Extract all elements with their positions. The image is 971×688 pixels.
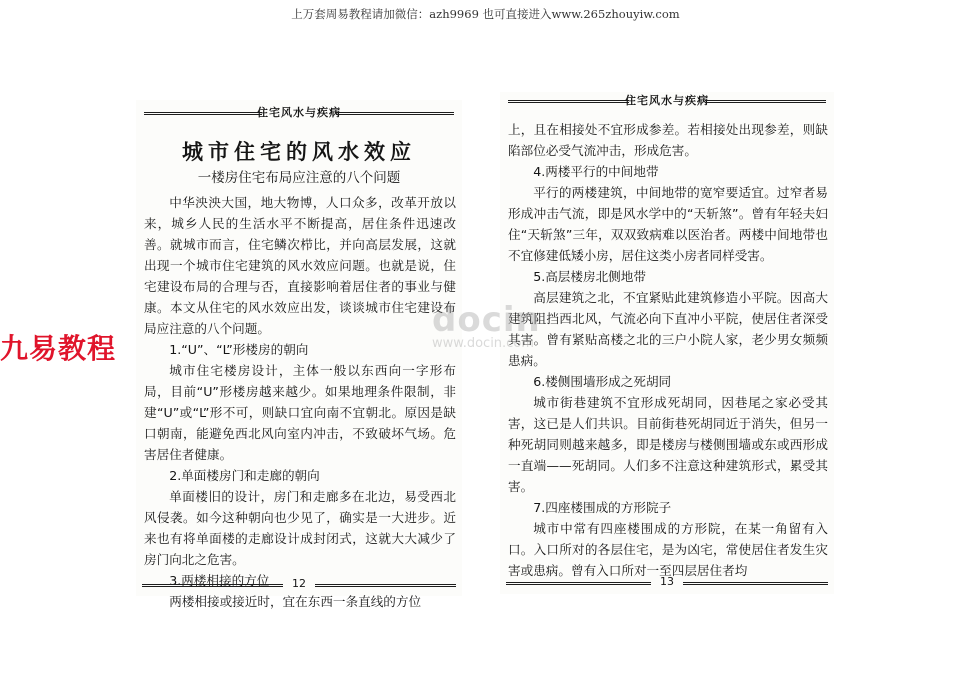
- body-paragraph: 单面楼旧的设计，房门和走廊多在北边，易受西北风侵袭。如今这种朝向也少见了，确实是一大进步。近来也有将单面楼的走廊设计成封闭式，这就大大减少了房门向北之危害。: [144, 489, 456, 567]
- article-subtitle: 一楼房住宅布局应注意的八个问题: [197, 170, 401, 186]
- body-paragraph: 中华泱泱大国，地大物博，人口众多，改革开放以来，城乡人民的生活水平不断提高，居住条件迅速改善。就城市而言，住宅鳞次栉比，并向高层发展，这就出现一个城市住宅建筑的风水效应问题。也就是说，住宅建设布局的合理与否，直接影响着居住者的事业与健康。本文从住宅的风水效应出发，谈谈城市住宅建设布局应注意的八个问题。: [144, 195, 456, 336]
- docin-watermark-domain: www.docin.com: [432, 336, 534, 351]
- right-running-header: [508, 94, 826, 108]
- section-heading: 5.高层楼房北侧地带: [533, 269, 646, 284]
- article-title: 城市住宅的风水效应: [182, 140, 416, 164]
- left-running-header: [144, 106, 454, 120]
- body-paragraph: 两楼相接或接近时，宜在东西一条直线的方位: [169, 594, 422, 609]
- right-page-footer: [506, 575, 828, 590]
- section-heading: 6.楼侧围墙形成之死胡同: [533, 374, 672, 389]
- footer-rule-right: [315, 584, 456, 587]
- docin-watermark: [432, 300, 541, 351]
- header-rule-right: [705, 100, 826, 103]
- right-page-body: [508, 119, 828, 581]
- body-paragraph: 高层建筑之北，不宜紧贴此建筑修造小平院。因高大建筑阻挡西北风，气流必向下直冲小平院，使居住者深受其害。曾有紧贴高楼之北的三户小院人家，老少男女频频患病。: [508, 290, 828, 368]
- left-header-label: 住宅风水与疾病: [257, 106, 341, 119]
- body-paragraph: 平行的两楼建筑，中间地带的宽窄要适宜。过窄者易形成冲击气流，即是风水学中的“天斩煞”。曾有年轻夫妇住“天斩煞”三年，双双致病难以医治者。两楼中间地带也不宜修建低矮小房，居住这类小房者同样受害。: [508, 185, 828, 263]
- right-page-number: 13: [660, 575, 674, 588]
- left-page: [136, 100, 462, 609]
- body-paragraph: 城市街巷建筑不宜形成死胡同，因巷尾之家必受其害，这已是人们共识。目前街巷死胡同近于消失，但另一种死胡同则越来越多，即是楼房与楼侧围墙或东或西形成一直端——死胡同。人们多不注意这种建筑形式，累受其害。: [508, 395, 828, 494]
- body-paragraph: 城市中常有四座楼围成的方形院，在某一角留有入口。入口所对的各层住宅，是为凶宅，常使居住者发生灾害或患病。曾有入口所对一至四层居住者均: [508, 521, 828, 578]
- section-heading: 2.单面楼房门和走廊的朝向: [169, 468, 320, 483]
- top-banner-text: 上万套周易教程请加微信：azh9969 也可直接进入www.265zhouyiw.com: [291, 7, 680, 21]
- body-paragraph: 上，且在相接处不宜形成参差。若相接处出现参差，则缺陷部位必受气流冲击，形成危害。: [508, 122, 828, 158]
- docin-watermark-brand: docin: [432, 300, 541, 340]
- section-heading: 3.两楼相接的方位: [169, 573, 270, 588]
- right-page: [500, 92, 834, 594]
- logo-text: 九易教程: [0, 332, 117, 365]
- right-header-label: 住宅风水与疾病: [625, 94, 709, 107]
- left-page-number: 12: [292, 577, 306, 590]
- header-rule-right: [336, 112, 454, 115]
- left-page-footer: [142, 577, 456, 592]
- section-heading: 7.四座楼围成的方形院子: [533, 500, 672, 515]
- footer-rule-right: [683, 582, 828, 585]
- body-paragraph: 城市住宅楼房设计，主体一般以东西向一字形布局，目前“U”形楼房越来越少。如果地理条件限制，非建“U”或“L”形不可，则缺口宜向南不宜朝北。原因是缺口朝南，能避免西北风向室内冲击，不致破坏气场。危害居住者健康。: [144, 363, 456, 462]
- section-heading: 4.两楼平行的中间地带: [533, 164, 659, 179]
- section-heading: 1.“U”、“L”形楼房的朝向: [169, 342, 309, 357]
- left-page-body: [144, 192, 456, 612]
